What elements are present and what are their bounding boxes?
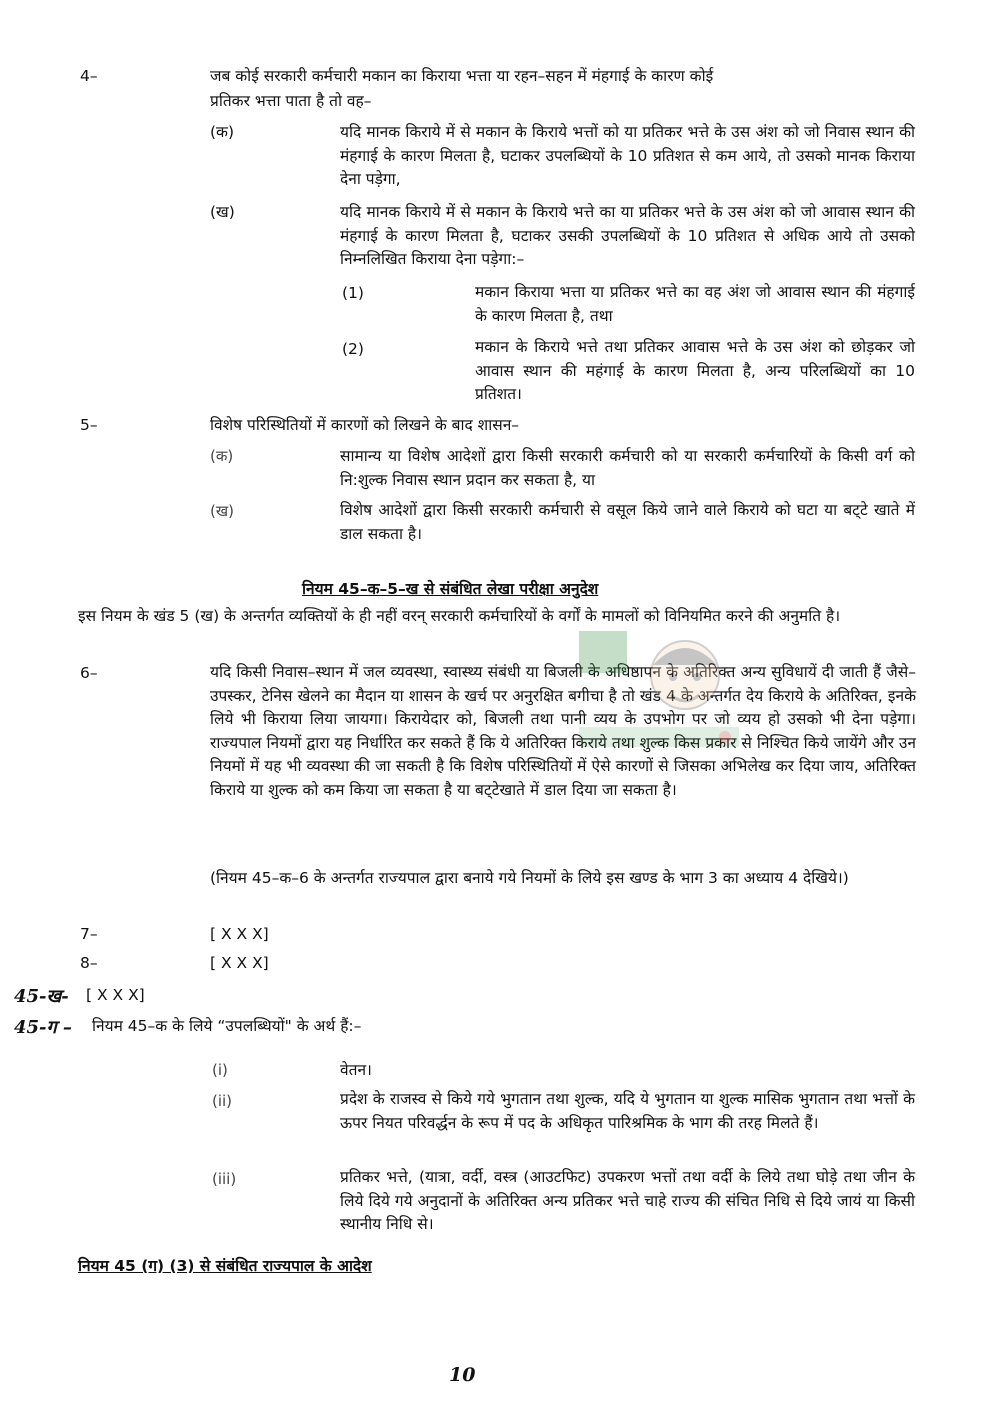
rule-45-ga-intro: नियम 45–क के लिये “उपलब्धियों" के अर्थ हैं:–: [92, 1017, 362, 1035]
rule-45-ga-i-label: (i): [212, 1061, 228, 1079]
rule-45-kha-text: [ X X X]: [86, 986, 145, 1004]
rule-45-ga-iii-label: (iii): [212, 1170, 237, 1188]
rule-5-number: 5–: [80, 416, 98, 434]
audit-text: इस नियम के खंड 5 (ख) के अन्तर्गत व्यक्तियों के ही नहीं वरन्‌ सरकारी कर्मचारियों के वर्गों के मामलों को विनियमित करने की अनुमति है।: [78, 607, 841, 625]
rule-45-ga-i-text: वेतन।: [340, 1061, 372, 1079]
rule-4-sub1-text: मकान किराया भत्ता या प्रतिकर भत्ते का वह अंश जो आवास स्थान की मंहगाई के कारण मिलता है, तथा: [475, 283, 915, 325]
rule-45-ga-iii-text: प्रतिकर भत्ते, (यात्रा, वर्दी, वस्त्र (आउटफिट) उपकरण भत्तों तथा वर्दी के लिये तथा घोड़े तथा जीन के लिये दिये गये अनुदानों के अतिरिक्त अन्य प्रतिकर भत्ते चाहे राज्य की संचित निधि से दिये जायं या किसी स्थानीय निधि से।: [340, 1168, 915, 1233]
rule-6-text: यदि किसी निवास–स्थान में जल व्यवस्था, स्वास्थ्य संबंधी या बिजली के अधिष्ठापन के अतिरिक्त अन्य सुविधायें दी जाती हैं जैसे– उपस्कर, टेनिस खेलने का मैदान या शासन के खर्च पर अनुरक्षित बगीचा है तो खंड 4 के अन्तर्गत देय किराये के अतिरिक्त, इनके लिये भी किराया लिया जायगा। किरायेदार को, बिजली तथा पानी व्यय के उपभोग पर जो व्यय हो उसको भी देना पड़ेगा। राज्यपाल नियमों द्वारा यह निर्धारित कर सकते हैं कि ये अतिरिक्त किराये तथा शुल्क किस प्रकार से निश्चित किये जायेंगे और उन नियमों में यह भी व्यवस्था की जा सकती है कि विशेष परिस्थितियों में ऐसे कारणों से जिसका अभिलेख कर दिया जाय, अतिरिक्त किराये या शुल्क को कम किया जा सकता है या बट्‌टेखाते में डाल दिया जा सकता है।: [210, 663, 916, 799]
rule-4-number: 4–: [80, 67, 98, 85]
rule-6-number: 6–: [80, 664, 98, 682]
rule-4-kha-label: (ख): [210, 203, 235, 221]
rule-4-sub1-label: (1): [342, 284, 364, 302]
rule-7-text: [ X X X]: [210, 925, 269, 943]
rule-5-kha-text: विशेष आदेशों द्वारा किसी सरकारी कर्मचारी से वसूल किये जाने वाले किराये को घटा या बट्‌टे खाते में डाल सकता है।: [340, 501, 915, 543]
rule-4-intro-line1: जब कोई सरकारी कर्मचारी मकान का किराया भत्ता या रहन–सहन में मंहगाई के कारण कोई: [210, 67, 714, 85]
rule-5-ka-text: सामान्य या विशेष आदेशों द्वारा किसी सरकारी कर्मचारी को या सरकारी कर्मचारियों के किसी वर्ग को नि:शुल्क निवास स्थान प्रदान कर सकता है, या: [340, 447, 915, 489]
rule-8-text: [ X X X]: [210, 954, 269, 972]
rule-4-ka-text: यदि मानक किराये में से मकान के किराये भत्तों को या प्रतिकर भत्ते के उस अंश को जो निवास स्थान की मंहगाई के कारण मिलता है, घटाकर उपलब्धियों के 10 प्रतिशत से कम आये, तो उसको मानक किराया देना पड़ेगा,: [340, 123, 915, 188]
rule-8-number: 8–: [80, 954, 98, 972]
rule-4-intro-line2: प्रतिकर भत्ता पाता है तो वह–: [210, 92, 372, 110]
rule-4-ka-label: (क): [210, 123, 234, 141]
rule-5-kha-label: (ख): [210, 502, 234, 520]
governor-heading: नियम 45 (ग) (3) से संबंधित राज्यपाल के आदेश: [78, 1257, 372, 1275]
rule-4-kha-text: यदि मानक किराये में से मकान के किराये भत्ते का या प्रतिकर भत्ते के उस अंश को जो आवास स्थान की मंहगाई के कारण मिलता है, घटाकर उसकी उपलब्धियों के 10 प्रतिशत से अधिक आये तो उसको निम्नलिखित किराया देना पड़ेगा:–: [340, 203, 915, 268]
page-number: 10: [449, 1364, 476, 1386]
rule-45-ga-ii-text: प्रदेश के राजस्व से किये गये भुगतान तथा शुल्क, यदि ये भुगतान या शुल्क मासिक भुगतान तथा भत्तों के ऊपर नियत परिवर्द्धन के रूप में पद के अधिकृत पारिश्रमिक के भाग की तरह मिलते हैं।: [340, 1090, 915, 1132]
rule-5-ka-label: (क): [210, 447, 234, 465]
rule-45-ga-label: 45-ग –: [14, 1017, 72, 1038]
rule-6-note: (नियम 45–क–6 के अन्तर्गत राज्यपाल द्वारा बनाये गये नियमों के लिये इस खण्ड के भाग 3 का अध्याय 4 देखिये।): [210, 869, 849, 887]
audit-heading: नियम 45–क–5–ख से संबंधित लेखा परीक्षा अनुदेश: [302, 580, 599, 598]
rule-4-sub2-label: (2): [342, 340, 364, 358]
rule-45-kha-label: 45-ख-: [14, 986, 69, 1007]
rule-7-number: 7–: [80, 925, 98, 943]
rule-4-sub2-text: मकान के किराये भत्ते तथा प्रतिकर आवास भत्ते के उस अंश को छोड़कर जो आवास स्थान की महंगाई के कारण मिलता है, अन्य परिलब्धियों का 10 प्रतिशत।: [475, 338, 915, 403]
rule-45-ga-ii-label: (ii): [212, 1092, 233, 1110]
rule-5-intro: विशेष परिस्थितियों में कारणों को लिखने के बाद शासन–: [210, 416, 520, 434]
